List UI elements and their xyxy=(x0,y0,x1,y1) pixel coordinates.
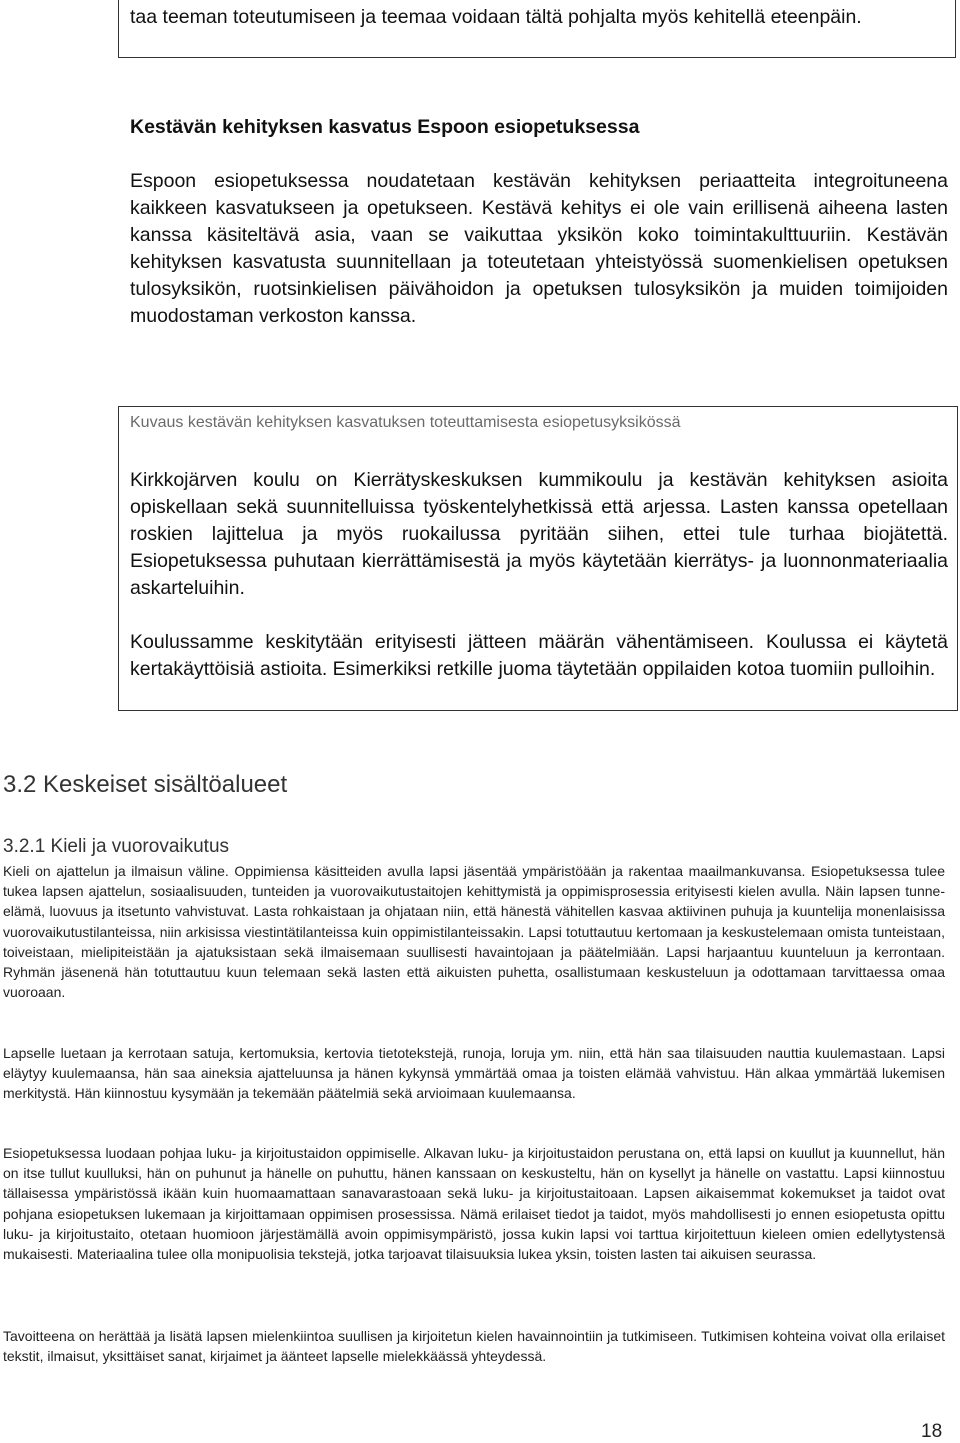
page-number: 18 xyxy=(921,1421,943,1442)
description-paragraph-2: Koulussamme keskitytään erityisesti jätteen määrän vähentämiseen. Koulussa ei käytetä kertakäyttöisiä astioita. Esimerkiksi retkille juoma täytetään oppilaiden kotoa tuomiin pulloihin. xyxy=(130,631,948,680)
section-heading: 3.2 Keskeiset sisältöalueet xyxy=(3,771,288,798)
body-paragraph-3: Esiopetuksessa luodaan pohjaa luku- ja kirjoitustaidon oppimiselle. Alkavan luku- ja kirjoitustaidon perustana on, että lapsi on kuullut ja kuunnellut, hän on itse tullut kuulluksi, hän on puhunut ja hänelle on puhuttu, hänen kanssaan on keskusteltu, hän on kysellyt ja hänelle on vastattu. Lapsi kiinnostuu tällaisessa ympäristössä ikään kuin huomaamattaan sanavarastoaan sekä luku- ja kirjoitustaitoaan. Lapsen aikaisemmat kokemukset ja taidot ovat pohjana esiopetuksen lukemaan ja kirjoittamaan oppimisen prosessissa. Nämä erilaiset tiedot ja taidot, myös mahdollisesti jo ennen esiopetusta opittu luku- ja kirjoitustaito, otetaan huomioon järjestämällä avoin oppimisympäristö, jossa kukin lapsi voi tarttua kirjoitettuun kieleen omien edellytystensä mukaisesti. Materiaalina tulee olla monipuolisia tekstejä, jotka tarjoavat tilaisuuksia lukea yksin, toisten lasten tai aikuisen seurassa. xyxy=(3,1145,945,1263)
body-paragraph-4: Tavoitteena on herättää ja lisätä lapsen mielenkiintoa suullisen ja kirjoitetun kielen havainnointiin ja tutkimiseen. Tutkimisen kohteina voivat olla erilaiset tekstit, ilmaisut, yksittäiset sanat, kirjaimet ja äänteet lapselle mielekkäässä yhteydessä. xyxy=(3,1328,945,1365)
body-paragraph-2: Lapselle luetaan ja kerrotaan satuja, kertomuksia, kertovia tietotekstejä, runoja, loruja ym. niin, että hän saa tilaisuuden nauttia kuulemastaan. Lapsi eläytyy kuulemaansa, hän saa aineksia ajatteluunsa ja hänen kykynsä ymmärtää omaa ja toisten elämää vahvistuu. Hän alkaa ymmärtää lukemisen merkitystä. Hän kiinnostuu kysymään ja tekemään päätelmiä sekä arvioimaan kuulemaansa. xyxy=(3,1045,945,1102)
description-paragraph-1: Kirkkojärven koulu on Kierrätyskeskuksen kummikoulu ja kestävän kehityksen asioita opiskellaan sekä suunnitelluissa työskentelyhetkissä että arjessa. Lasten kanssa opetellaan roskien lajittelua ja myös ruokailussa pyritään siihen, ettei tule turhaa biojätettä. Esiopetuksessa puhutaan kierrättämisestä ja myös käytetään kierrätys- ja luonnonmateriaalia askarteluihin. xyxy=(130,469,948,599)
subsection-heading: 3.2.1 Kieli ja vuorovaikutus xyxy=(3,836,230,857)
esd-heading: Kestävän kehityksen kasvatus Espoon esiopetuksessa xyxy=(130,116,640,138)
description-caption: Kuvaus kestävän kehityksen kasvatuksen toteuttamisesta esiopetusyksikössä xyxy=(130,414,681,431)
body-paragraph-1: Kieli on ajattelun ja ilmaisun väline. Oppimiensa käsitteiden avulla lapsi jäsentää ympäristöään ja rakentaa maailmankuvansa. Esiopetuksessa tulee tukea lapsen ajattelun, sosiaalisuuden, tunteiden ja vuorovaikutustaitojen kehittymistä ja oppimisprosessia erityisesti kielen avulla. Näin lapsen tunne-elämä, luovuus ja itsetunto vahvistuvat. Lasta rohkaistaan ja ohjataan niin, että hänestä vähitellen kasvaa aktiivinen puhuja ja kuuntelija monenlaisissa vuorovaikutustilanteissa, niin arkisissa viestintätilanteissa kuin oppimistilanteissakin. Lapsi totuttautuu kertomaan ja keskustelemaan omista tunteistaan, toiveistaan, mielipiteistään ja ajatuksistaan sekä ilmaisemaan suullisesti havaintojaan ja päätelmiään. Lapsi harjaantuu kuunteluun ja kerrontaan. Ryhmän jäsenenä hän totuttautuu kuun telemaan sekä lasten että aikuisten puhetta, osallistumaan keskusteluun ja odottamaan tarvittaessa omaa vuoroaan. xyxy=(3,863,945,1001)
top-box-text: taa teeman toteutumiseen ja teemaa voidaan tältä pohjalta myös kehitellä eteenpäin. xyxy=(130,6,862,28)
esd-paragraph: Espoon esiopetuksessa noudatetaan kestävän kehityksen periaatteita integroituneena kaikkeen kasvatukseen ja opetukseen. Kestävä kehitys ei ole vain erillisenä aiheena lasten kanssa käsiteltävä asia, vaan se vaikuttaa yksikön koko toimintakulttuuriin. Kestävän kehityksen kasvatusta suunnitellaan ja toteutetaan yhteistyössä suomenkielisen opetuksen tulosyksikön, ruotsinkielisen päivähoidon ja opetuksen tulosyksikön ja muiden toimijoiden muodostaman verkoston kanssa. xyxy=(130,170,948,327)
